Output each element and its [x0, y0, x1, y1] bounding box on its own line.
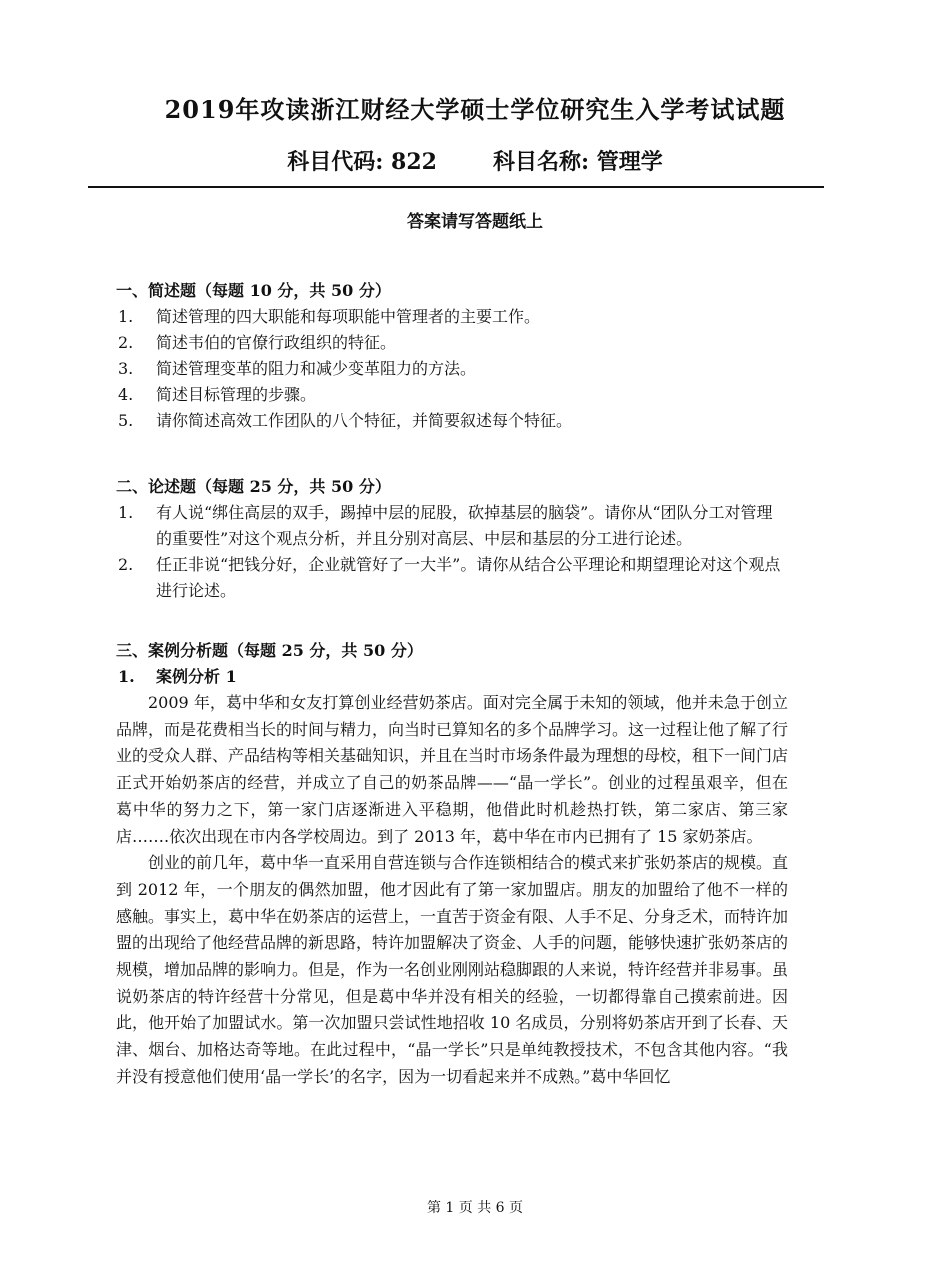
question-number: 4. [118, 385, 134, 404]
question-item [116, 330, 788, 356]
case-number: 1. [118, 667, 135, 686]
subject-code: 科目代码: 822 [287, 149, 437, 175]
question-number: 2. [118, 555, 134, 574]
question-item [116, 304, 788, 330]
question-item [116, 552, 788, 604]
question-number: 2. [118, 333, 134, 352]
exam-content [116, 278, 788, 1091]
header-divider [88, 186, 824, 188]
spacer [116, 604, 788, 638]
subject-line [0, 145, 950, 176]
section1-heading: 一、简述题（每题 10 分，共 50 分） [116, 281, 391, 300]
question-text: 任正非说“把钱分好，企业就管好了一大半”。请你从结合公平理论和期望理论对这个观点进行论述。 [156, 555, 781, 600]
question-number: 3. [118, 359, 134, 378]
question-number: 1. [118, 503, 134, 522]
section3-heading: 三、案例分析题（每题 25 分，共 50 分） [116, 641, 423, 660]
question-item [116, 356, 788, 382]
question-number: 1. [118, 307, 134, 326]
case-title: 案例分析 1 [156, 667, 237, 686]
case-heading [116, 664, 788, 690]
page-footer: 第 1 页 共 6 页 [426, 1200, 524, 1216]
exam-title: 2019年攻读浙江财经大学硕士学位研究生入学考试试题 [164, 95, 786, 124]
case-paragraph: 2009 年，葛中华和女友打算创业经营奶茶店。面对完全属于未知的领域，他并未急于创立品牌，而是花费相当长的时间与精力，向当时已算知名的多个品牌学习。这一过程让他了解了行业的受众人群、产品结构等相关基础知识，并且在当时市场条件最为理想的母校，租下一间门店正式开始奶茶店的经营，并成立了自己的奶茶品牌——“晶一学长”。创业的过程虽艰辛，但在葛中华的努力之下，第一家门店逐渐进入平稳期，他借此时机趁热打铁，第二家店、第三家店…….依次出现在市内各学校周边。到了 2013 年，葛中华在市内已拥有了 15 家奶茶店。 [116, 693, 789, 846]
answer-instruction: 答案请写答题纸上 [407, 212, 543, 232]
question-number: 5. [118, 411, 134, 430]
question-text: 简述管理的四大职能和每项职能中管理者的主要工作。 [156, 307, 541, 326]
question-item [116, 382, 788, 408]
case-paragraph: 创业的前几年，葛中华一直采用自营连锁与合作连锁相结合的模式来扩张奶茶店的规模。直到 2012 年，一个朋友的偶然加盟，他才因此有了第一家加盟店。朋友的加盟给了他不一样的感触。事实上，葛中华在奶茶店的运营上，一直苦于资金有限、人手不足、分身乏术，而特许加盟的出现给了他经营品牌的新思路，特许加盟解决了资金、人手的问题，能够快速扩张奶茶店的规模，增加品牌的影响力。但是，作为一名创业刚刚站稳脚跟的人来说，特许经营并非易事。虽说奶茶店的特许经营十分常见，但是葛中华并没有相关的经验，一切都得靠自己摸索前进。因此，他开始了加盟试水。第一次加盟只尝试性地招收 10 名成员，分别将奶茶店开到了长春、天津、烟台、加格达奇等地。在此过程中，“晶一学长”只是单纯教授技术，不包含其他内容。“我并没有授意他们使用‘晶一学长’的名字，因为一切看起来并不成熟。”葛中华回忆 [116, 853, 789, 1086]
question-item [116, 500, 788, 552]
section2-heading: 二、论述题（每题 25 分，共 50 分） [116, 477, 391, 496]
question-text: 简述目标管理的步骤。 [156, 385, 317, 404]
spacer [116, 434, 788, 474]
subject-name: 科目名称: 管理学 [492, 149, 663, 175]
question-text: 简述管理变革的阻力和减少变革阻力的方法。 [156, 359, 477, 378]
question-text: 简述韦伯的官僚行政组织的特征。 [156, 333, 397, 352]
question-text: 请你简述高效工作团队的八个特征，并简要叙述每个特征。 [156, 411, 573, 430]
question-text: 有人说“绑住高层的双手，踢掉中层的屁股，砍掉基层的脑袋”。请你从“团队分工对管理的重要性”对这个观点分析，并且分别对高层、中层和基层的分工进行论述。 [156, 503, 773, 548]
question-item [116, 408, 788, 434]
